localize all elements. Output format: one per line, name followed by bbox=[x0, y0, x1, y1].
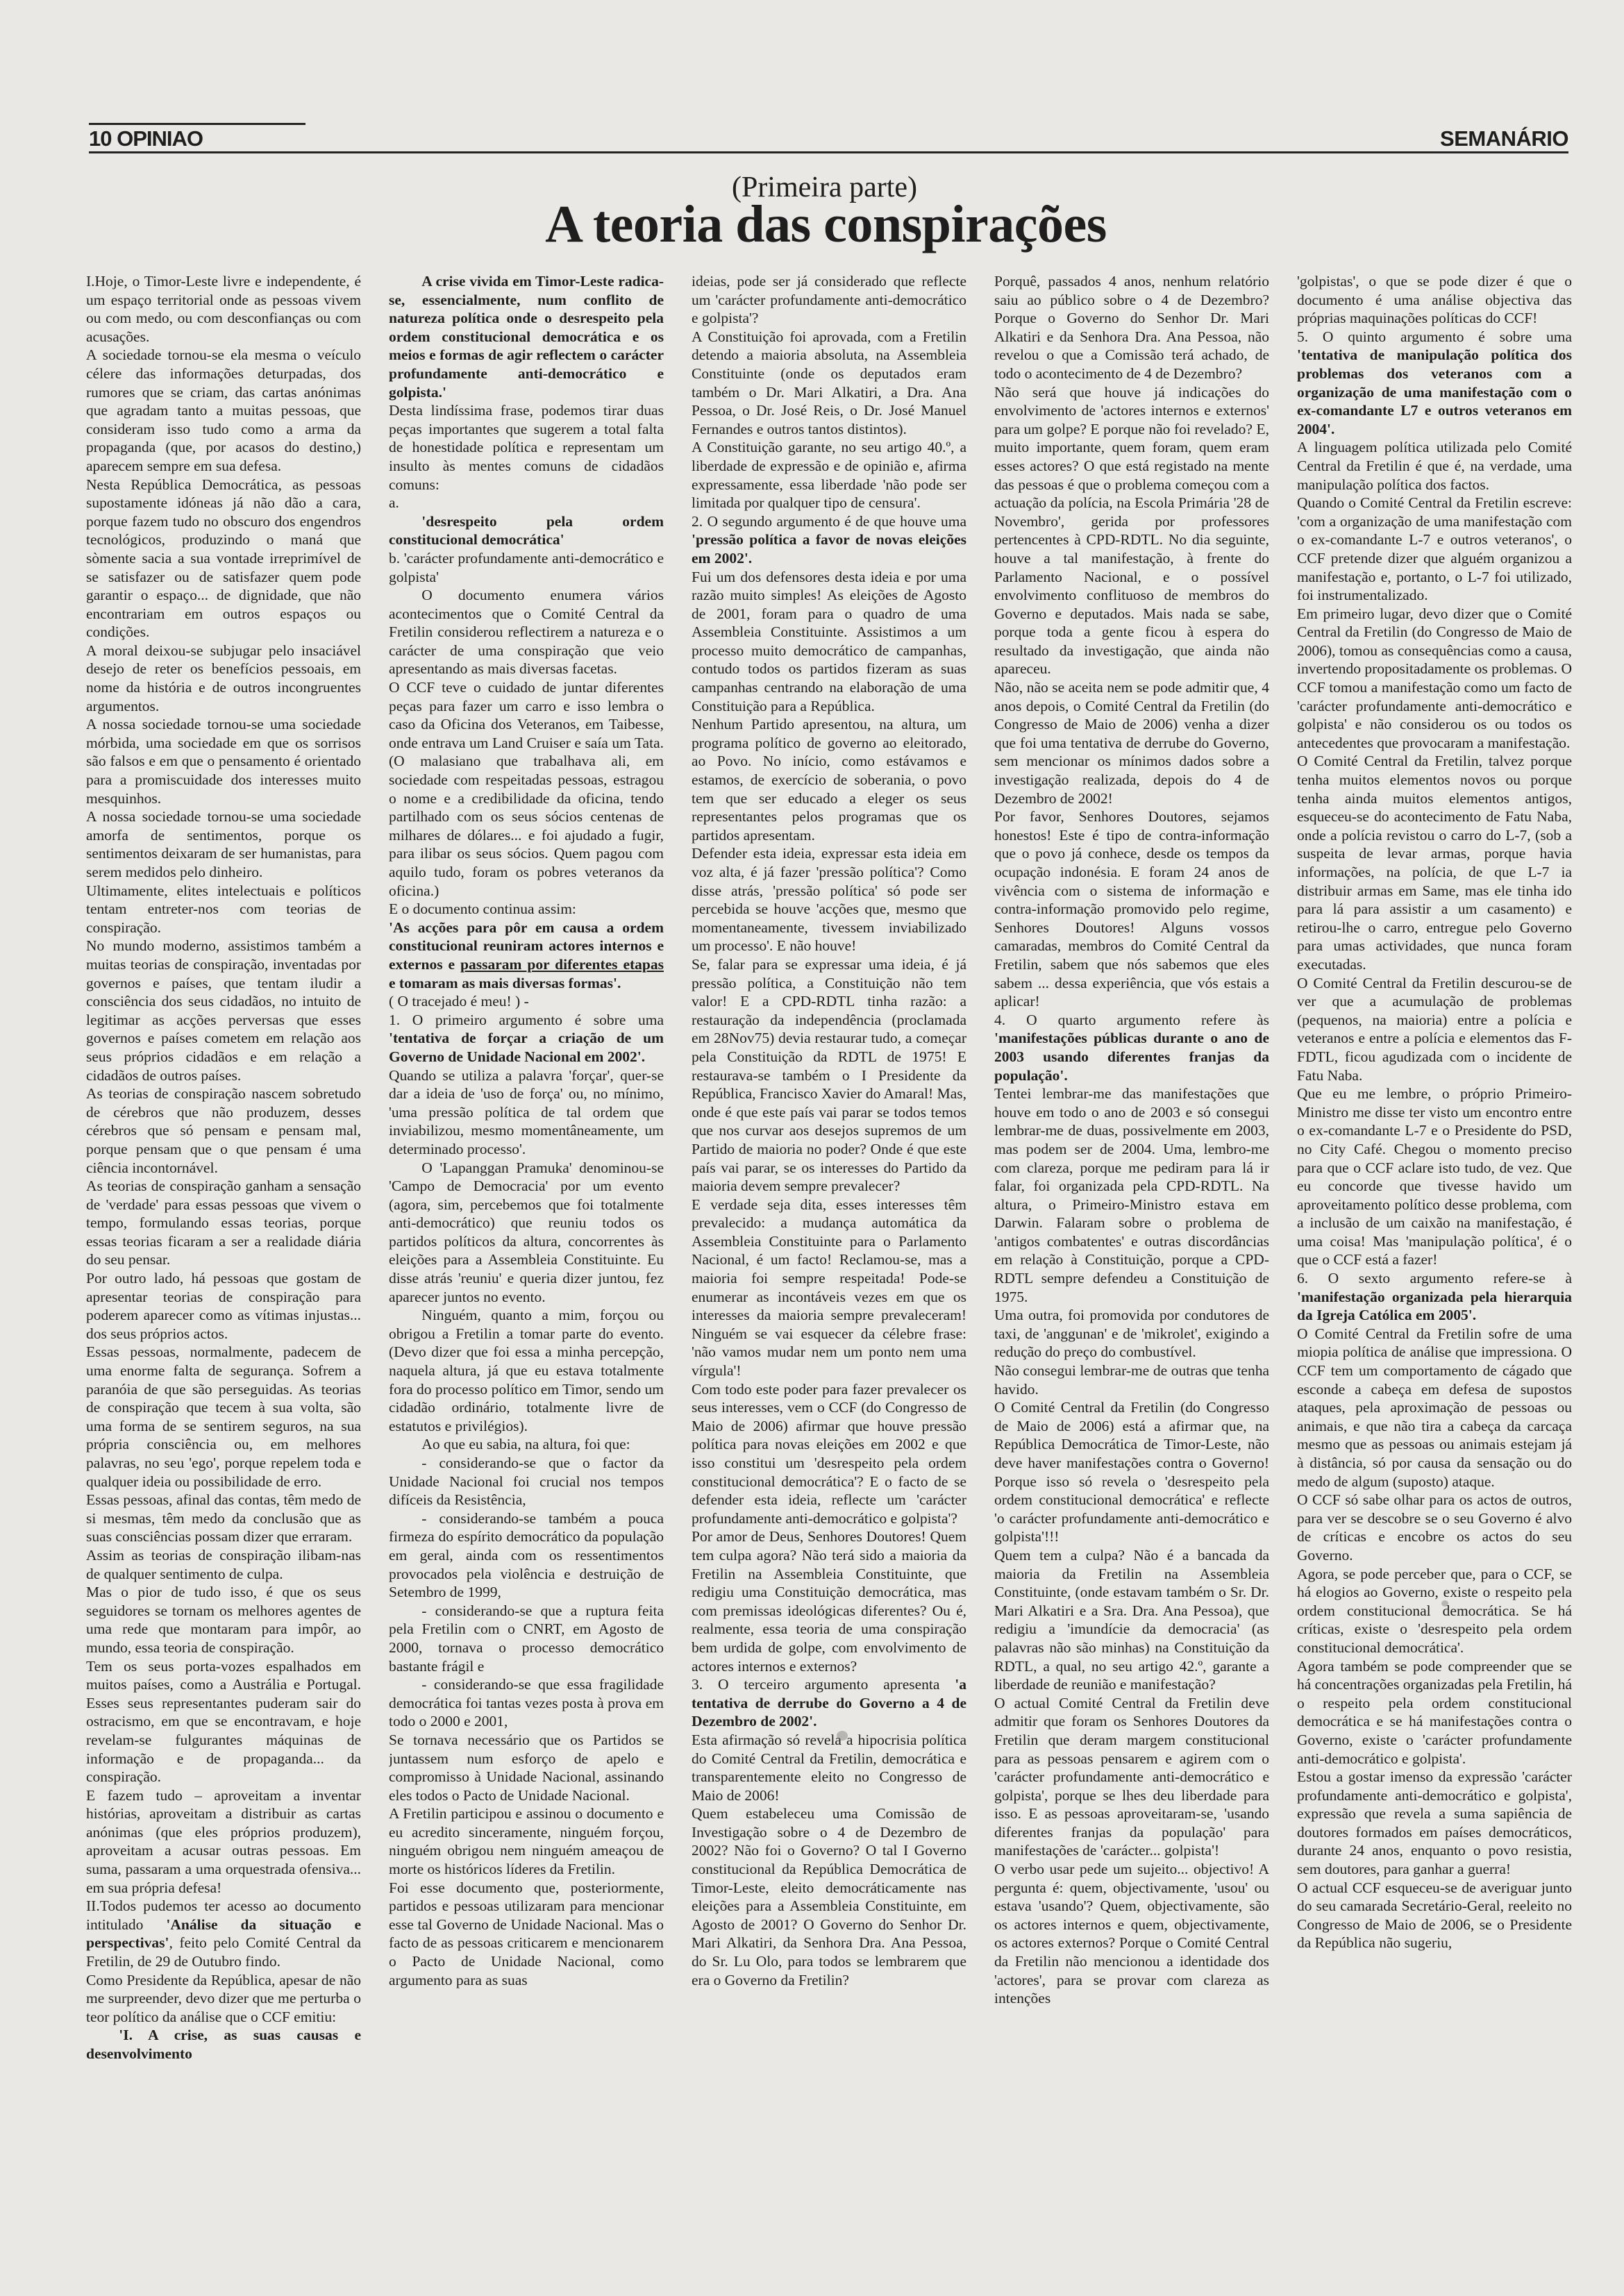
column-2 bbox=[389, 272, 664, 2279]
paragraph: O actual Comité Central da Fretilin deve admitir que foram os Senhores Doutores da Fretilin que deram margem constitucional para as pessoas pensarem e agirem com o 'carácter profundamente anti-democrático e golpista', porque se lhes deu liberdade para isso. E as pessoas aproveitaram-se, 'usando diferentes franjas da população' para manifestações de 'carácter... golpista'! bbox=[994, 1694, 1269, 1859]
bold-quote: 'I. A crise, as suas causas e desenvolvimento bbox=[86, 2027, 361, 2062]
text-run: 2. O segundo argumento é de que houve uma bbox=[692, 512, 966, 530]
article-kicker-text: (Primeira parte) bbox=[731, 171, 918, 203]
paragraph: A sociedade tornou-se ela mesma o veículo célere das informações deturpadas, dos rumores que se criam, das cartas anónimas que agradam tanto a muitas pessoas, que consideram isso tudo como a arma da propaganda (que, por acasos do destino,) aparecem sempre em sua defesa. bbox=[86, 346, 361, 474]
paragraph: Esta afirmação só revela a hipocrisia política do Comité Central da Fretilin, democrática e transparentemente eleito no Congresso de Maio de 2006! bbox=[692, 1731, 966, 1804]
paragraph bbox=[1297, 1269, 1572, 1325]
paragraph: As teorias de conspiração ganham a sensação de 'verdade' para essas pessoas que vivem o tempo, formulando essas teorias, porque essas teorias ficaram a ser a realidade diária do seu pensar. bbox=[86, 1178, 361, 1268]
paragraph: - considerando-se que a ruptura feita pela Fretilin com o CNRT, em Agosto de 2000, tornava o processo democrático bastante frágil e bbox=[389, 1602, 664, 1675]
paragraph: Não será que houve já indicações do envolvimento de 'actores internos e externos' para um golpe? E porque não foi revelado? E, muito importante, quem foram, quem eram esses actores? O que está registado na mente das pessoas é que o problema começou com a actuação da polícia, na Escola Primária '28 de Novembro', gerida por professores pertencentes à CPD-RDTL. No dia seguinte, houve a tal manifestação, à frente do Parlamento Nacional, e o possível envolvimento conflituoso de membros do Governo e deputados. Mais nada se sabe, porque toda a gente ficou à espera do resultado da investigação, que ainda não apareceu. bbox=[994, 383, 1269, 678]
text-run: 4. O quarto argumento refere às bbox=[994, 1011, 1269, 1028]
paragraph: Com todo este poder para fazer prevalecer os seus interesses, vem o CCF (do Congresso de Maio de 2006) afirmar que houve pressão política para novas eleições em 2002 e que isso constitui um 'desrespeito pela ordem constitucional democrática'? E o facto de se defender esta ideia, reflecte um 'carácter profundamente anti-democrático e golpista'? bbox=[692, 1380, 966, 1527]
paragraph: Nenhum Partido apresentou, na altura, um programa político de governo ao eleitorado, ao Povo. No início, como estávamos e estamos, de exercício de soberania, o povo tem que ser educado a eleger os seus representantes pelos programas que os partidos apresentam. bbox=[692, 716, 966, 844]
paragraph: E verdade seja dita, esses interesses têm prevalecido: a mudança automática da Assembleia Constituinte para o Parlamento Nacional, é um facto! Reclamou-se, mas a maioria foi sempre respeitada! Pode-se enumerar as incontáveis vezes em que os interesses da maioria sempre prevaleceram! Ninguém se vai esquecer da célebre frase: 'não vamos mudar nem um ponto nem uma vírgula'! bbox=[692, 1196, 966, 1380]
paragraph: O CCF só sabe olhar para os actos de outros, para ver se descobre se o seu Governo é alvo de críticas e encobre os actos do seu Governo. bbox=[1297, 1491, 1572, 1564]
section-label: 10 OPINIAO bbox=[89, 126, 203, 151]
paragraph: Quando se utiliza a palavra 'forçar', quer-se dar a ideia de 'uso de força' ou, no mínimo, 'uma pressão política de tal ordem que inviabilizou, mesmo momentâneamente, um determinado processo'. bbox=[389, 1066, 664, 1157]
paragraph: Nesta República Democrática, as pessoas supostamente idóneas já não dão a cara, porque fazem tudo no obscuro dos engendros tecnológicos, produzindo o maná que sòmente sacia a sua vontade irreprimível de se satisfazer ou de satisfazer quem pode garantir o espaço... de dignidade, que não encontrariam em outros espaços ou condições. bbox=[86, 476, 361, 641]
paragraph: ideias, pode ser já considerado que reflecte um 'carácter profundamente anti-democrático e golpista'? bbox=[692, 273, 966, 327]
paragraph: Por outro lado, há pessoas que gostam de apresentar teorias de conspiração para poderem aparecer como as vítimas injustas... dos seus próprios actos. bbox=[86, 1270, 361, 1342]
paragraph: Quem estabeleceu uma Comissão de Investigação sobre o 4 de Dezembro de 2002? Não foi o Governo? O tal I Governo constitucional da República Democrática de Timor-Leste, eleito democráticamente nas eleições para a Assembleia Constituinte, em Agosto de 2001? O Governo do Senhor Dr. Mari Alkatiri, da Senhora Dra. Ana Pessoa, do Sr. Lu Olo, para todos se lembrarem que era o Governo da Fretilin? bbox=[692, 1805, 966, 1988]
text-run: 3. O terceiro argumento apresenta bbox=[692, 1676, 955, 1693]
paragraph-bold bbox=[389, 919, 664, 992]
paragraph: A linguagem política utilizada pelo Comité Central da Fretilin é que é, na verdade, uma manipulação política dos factos. bbox=[1297, 439, 1572, 493]
article-title bbox=[0, 194, 1624, 255]
bold-quote: 'tentativa de manipulação política dos problemas dos veteranos com a organização de uma manifestação com o ex-comandante L7 e outros veteranos em 2004'. bbox=[1297, 346, 1572, 437]
text-run: , feito pelo Comité Central da Fretilin, de 29 de Outubro findo. bbox=[86, 1934, 361, 1970]
paragraph: Por amor de Deus, Senhores Doutores! Quem tem culpa agora? Não terá sido a maioria da Fretilin na Assembleia Constituinte, que redigiu uma Constituição democrática, mas com premissas ideológicas diferentes? Ou é, realmente, essa teoria de uma conspiração bem urdida de golpe, com envolvimento de actores internos e externos? bbox=[692, 1528, 966, 1675]
paragraph: Foi esse documento que, posteriormente, partidos e pessoas utilizaram para mencionar esse tal Governo de Unidade Nacional. Mas o facto de as pessoas criticarem e mencionarem o Pacto de Unidade Nacional, como argumento para as suas bbox=[389, 1879, 664, 1988]
bold-quote: 'pressão política a favor de novas eleições em 2002'. bbox=[692, 531, 966, 567]
bold-quote: e tomaram as mais diversas formas'. bbox=[389, 974, 621, 991]
paragraph: O documento enumera vários acontecimentos que o Comité Central da Fretilin considerou reflectirem a natureza e o carácter de uma conspiração que veio apresentando as mais diversas facetas. bbox=[389, 587, 664, 678]
paragraph: A Constituição garante, no seu artigo 40.º, a liberdade de expressão e de opinião e, afirma expressamente, essa liberdade 'não pode ser limitada por qualquer tipo de censura'. bbox=[692, 439, 966, 512]
paragraph: O Comité Central da Fretilin sofre de uma miopia política de análise que impressiona. O CCF tem um comportamento de cágado que esconde a cabeça em defesa de supostos ataques, pela aproximação de pessoas ou animais, e que não tira a cabeça da carcaça mesmo que as pessoas ou animais estejam já à distância, só por causa da sensação ou do medo de algum (suposto) ataque. bbox=[1297, 1325, 1572, 1490]
column-5 bbox=[1297, 272, 1572, 2279]
paragraph: E o documento continua assim: bbox=[389, 900, 576, 918]
paragraph: A nossa sociedade tornou-se uma sociedade amorfa de sentimentos, porque os sentimentos deixaram de ser humanistas, para serem medidos pelo dinheiro. bbox=[86, 808, 361, 880]
paragraph bbox=[692, 512, 966, 568]
paragraph: Quem tem a culpa? Não é a bancada da maioria da Fretilin na Assembleia Constituinte, (onde estavam também o Sr. Dr. Mari Alkatiri e a Sra. Dra. Ana Pessoa), que redigiu a 'imundície da democracia' (as palavras não são minhas) na Constituição da RDTL, a qual, no seu artigo 42.º, garante a liberdade de reunião e manifestação? bbox=[994, 1546, 1269, 1693]
paragraph bbox=[86, 1897, 361, 1970]
paragraph: Porquê, passados 4 anos, nenhum relatório saiu ao público sobre o 4 de Dezembro? Porque o Governo do Senhor Dr. Mari Alkatiri e da Senhora Dra. Ana Pessoa, não revelou o que a Comissão terá achado, de todo o acontecimento de 4 de Dezembro? bbox=[994, 273, 1269, 382]
paragraph: O Comité Central da Fretilin descurou-se de ver que a acumulação de problemas (pequenos, na maioria) entre a polícia e veteranos e entre a polícia e elementos das F-FDTL, ficou agudizada com o incidente de Fatu Naba. bbox=[1297, 974, 1572, 1084]
masthead: SEMANÁRIO bbox=[1440, 126, 1568, 151]
paragraph: Agora, se pode perceber que, para o CCF, se há elogios ao Governo, existe o respeito pela ordem constitucional democrática. Se há críticas, existe o 'desrespeito pela ordem constitucional democrática'. bbox=[1297, 1565, 1572, 1656]
paragraph: Desta lindíssima frase, podemos tirar duas peças importantes que sugerem a total falta de honestidade política e representam um insulto às mentes comuns de cidadãos comuns: bbox=[389, 402, 664, 493]
paragraph: Defender esta ideia, expressar esta ideia em voz alta, é já fazer 'pressão política'? Como disse atrás, 'pressão política' só pode ser percebida se houve 'acções que, mesmo que momentaneamente, tivessem inviabilizado um processo'. E não houve! bbox=[692, 845, 966, 955]
column-3 bbox=[692, 272, 966, 2279]
text-run: 6. O sexto argumento refere-se à bbox=[1297, 1270, 1572, 1287]
print-speck bbox=[1441, 1600, 1448, 1607]
bold-quote: 'As acções para pôr em causa a ordem constitucional reuniram actores internos e externos e bbox=[389, 919, 664, 973]
paragraph-bold bbox=[389, 272, 664, 401]
paragraph: 'golpistas', o que se pode dizer é que o documento é uma análise objectiva das próprias maquinações políticas do CCF! bbox=[1297, 273, 1572, 327]
header-rule-left bbox=[89, 123, 305, 125]
paragraph: Assim as teorias de conspiração ilibam-nas de qualquer sentimento de culpa. bbox=[86, 1546, 361, 1582]
paragraph: Tem os seus porta-vozes espalhados em muitos países, como a Austrália e Portugal. Esses seus representantes puderam sair do ostracismo, em que se encontravam, e hoje revelam-se fulgurantes máquinas de informação e de propaganda... da conspiração. bbox=[86, 1657, 361, 1786]
paragraph: Tentei lembrar-me das manifestações que houve em todo o ano de 2003 e só consegui lembrar-me de duas, possivelmente em 2003, mas podem ser de 2004. Uma, lembro-me com clareza, porque me pediram para lá ir falar, foi organizada pela CPD-RDTL. Na altura, o Primeiro-Ministro estava em Darwin. Falaram sobre o problema de 'antigos combatentes' e outras discordâncias em relação à Constituição, porque a CPD-RDTL sempre defendeu a Constituição de 1975. bbox=[994, 1085, 1269, 1305]
paragraph: A Fretilin participou e assinou o documento e eu acredito sinceramente, ninguém forçou, ninguém obrigou nem ninguém ameaçou de morte os históricos líderes da Fretilin. bbox=[389, 1805, 664, 1878]
paragraph: Por favor, Senhores Doutores, sejamos honestos! Este é tipo de contra-informação que o povo já conhece, desde os tempos da ocupação indonésia. E foram 24 anos de vivência com o sistema de informação e contra-informação promovido pelo regime, Senhores Doutores! Alguns vossos camaradas, membros do Comité Central da Fretilin, sabem que nós sabemos que eles sabem ... dessa experiência, que vós estais a aplicar! bbox=[994, 808, 1269, 1010]
paragraph bbox=[692, 1675, 966, 1731]
paragraph: Ultimamente, elites intelectuais e políticos tentam entreter-nos com teorias de conspiração. bbox=[86, 882, 361, 936]
text-run: II.Todos pudemos ter acesso ao documento intitulado bbox=[86, 1897, 361, 1933]
paragraph: - considerando-se também a pouca firmeza do espírito democrático da população em geral, ainda com os ressentimentos provocados pela violência e destruição de Setembro de 1999, bbox=[389, 1509, 664, 1601]
paragraph: O actual CCF esqueceu-se de averiguar junto do seu camarada Secretário-Geral, reeleito no Congresso de Maio de 2006, se o Presidente da República não sugeriu, bbox=[1297, 1879, 1572, 1952]
paragraph: - considerando-se que essa fragilidade democrática foi tantas vezes posta à prova em todo o 2000 e 2001, bbox=[389, 1676, 664, 1730]
paragraph: A nossa sociedade tornou-se uma sociedade mórbida, uma sociedade em que os sorrisos são falsos e em que o pensamento é orientado para a promiscuidade dos interesses muito mesquinhos. bbox=[86, 716, 361, 807]
header-rule bbox=[89, 151, 1568, 153]
paragraph: ( O tracejado é meu! ) - bbox=[389, 993, 529, 1010]
article-title-text: A teoria das conspirações bbox=[545, 195, 1107, 253]
bold-quote: 'desrespeito pela ordem constitucional democrática' bbox=[389, 512, 664, 548]
paragraph: No mundo moderno, assistimos também a muitas teorias de conspiração, inventadas por governos e países, que tentam iludir a consciência dos seus cidadãos, no intuito de legitimar as acções perversas que esses governos e países cometem em relação aos seus próprios cidadãos e em relação a cidadãos de outros países. bbox=[86, 937, 361, 1084]
paragraph: O Comité Central da Fretilin (do Congresso de Maio de 2006) está a afirmar que, na República Democrática de Timor-Leste, não deve haver manifestações contra o Governo! Porque isso só revela o 'desrespeito pela ordem constitucional democrática' e reflecte 'o carácter profundamente anti-democrático e golpista'!!! bbox=[994, 1399, 1269, 1545]
paragraph: b. 'carácter profundamente anti-democrático e golpista' bbox=[389, 549, 664, 585]
paragraph: Não, não se aceita nem se pode admitir que, 4 anos depois, o Comité Central da Fretilin (do Congresso de Maio de 2006) venha a dizer que foi uma tentativa de derrube do Governo, sem mencionar os mínimos dados sobre a investigação realizada, depois do 4 de Dezembro de 2002! bbox=[994, 679, 1269, 807]
text-run: 1. O primeiro argumento é sobre uma bbox=[389, 1011, 664, 1028]
paragraph: Estou a gostar imenso da expressão 'carácter profundamente anti-democrático e golpista', expressão que revela a suma sapiência de doutores formados em países democráticos, durante 24 anos, enquanto o povo resistia, sem doutores, para ganhar a guerra! bbox=[1297, 1768, 1572, 1878]
paragraph: O CCF teve o cuidado de juntar diferentes peças para fazer um carro e isso lembra o caso da Oficina dos Veteranos, em Taibesse, onde entrava um Land Cruiser e saía um Tata. (O malasiano que trabalhava ali, em sociedade com respeitadas pessoas, estragou o nome e a credibilidade da oficina, tendo partilhado com os seus sócios centenas de milhares de dólares... e foi ajudado a fugir, para ilibar os seus sócios. Quem pagou com aquilo tudo, foram os pobres veteranos da oficina.) bbox=[389, 679, 664, 899]
paragraph bbox=[389, 494, 664, 549]
paragraph: Fui um dos defensores desta ideia e por uma razão muito simples! As eleições de Agosto de 2001, foram para o quadro de uma Assembleia Constituinte. Assistimos a um processo muito democrático de campanhas, contudo todos os partidos fizeram as suas campanhas centrando na elaboração de uma Constituição para a República. bbox=[692, 568, 966, 714]
print-speck bbox=[837, 1731, 848, 1741]
text-run: 5. O quinto argumento é sobre uma bbox=[1297, 328, 1572, 345]
paragraph: Como Presidente da República, apesar de não me surpreender, devo dizer que me perturba o teor político da análise que o CCF emitiu: bbox=[86, 1971, 361, 2025]
paragraph: Mas o pior de tudo isso, é que os seus seguidores se tornam os melhores agentes de uma rede que montaram para impôr, ao mundo, essa teoria de conspiração. bbox=[86, 1584, 361, 1656]
paragraph: Uma outra, foi promovida por condutores de taxi, de 'anggunan' e de 'mikrolet', exigindo a redução do preço do combustível. bbox=[994, 1307, 1269, 1361]
paragraph: Essas pessoas, normalmente, padecem de uma enorme falta de segurança. Sofrem a paranóia de que são perseguidas. As teorias de conspiração que tecem à sua volta, são uma forma de se sentirem seguros, na sua própria consciência ou, em melhores palavras, no seu 'ego', porque repelem toda e qualquer ideia ou possibilidade de erro. bbox=[86, 1343, 361, 1490]
paragraph: A Constituição foi aprovada, com a Fretilin detendo a maioria absoluta, na Assembleia Constituinte (onde os deputados eram também o Dr. Mari Alkatiri, a Dra. Ana Pessoa, o Dr. José Reis, o Dr. José Manuel Fernandes e outros tantos distintos). bbox=[692, 328, 966, 437]
bold-quote: 'manifestações públicas durante o ano de 2003 usando diferentes franjas da população'. bbox=[994, 1030, 1269, 1084]
paragraph: Que eu me lembre, o próprio Primeiro-Ministro me disse ter visto um encontro entre o ex-comandante L-7 e o Presidente do PSD, no City Café. Chegou o momento preciso para que o CCF aclare isto tudo, de vez. Que eu concorde que tivesse havido um aproveitamento político desse problema, com a inclusão de um caixão na manifestação, é uma coisa! Mas 'manipulação política', é o que o CCF está a fazer! bbox=[1297, 1085, 1572, 1268]
bold-quote: 'a tentativa de derrube do Governo a 4 de Dezembro de 2002'. bbox=[692, 1676, 966, 1730]
paragraph: - considerando-se que o factor da Unidade Nacional foi crucial nos tempos difíceis da Resistência, bbox=[389, 1455, 664, 1509]
underlined-quote: passaram por diferentes etapas bbox=[460, 955, 664, 973]
column-4 bbox=[994, 272, 1269, 2279]
article-columns bbox=[86, 272, 1572, 2279]
paragraph: Ninguém, quanto a mim, forçou ou obrigou a Fretilin a tomar parte do evento. (Devo dizer que foi essa a minha percepção, naquela altura, já que eu estava totalmente fora do processo político em Timor, sendo um cidadão ordinário, totalmente livre de estatutos e privilégios). bbox=[389, 1307, 664, 1434]
paragraph: A moral deixou-se subjugar pelo insaciável desejo de reter os benefícios pessoais, em nome da história e de outros incongruentes argumentos. bbox=[86, 642, 361, 714]
bold-quote: 'tentativa de forçar a criação de um Governo de Unidade Nacional em 2002'. bbox=[389, 1030, 664, 1065]
paragraph: Ao que eu sabia, na altura, foi que: bbox=[421, 1436, 630, 1453]
paragraph-bold bbox=[86, 2026, 361, 2063]
paragraph: Em primeiro lugar, devo dizer que o Comité Central da Fretilin (do Congresso de Maio de 2006), tomou as consequências como a causa, invertendo propositadamente os problemas. O CCF tomou a manifestação como um facto de 'carácter profundamente anti-democrático e golpista' e não considerou os ou todos os antecedentes que provocaram a manifestação. bbox=[1297, 605, 1572, 751]
bold-quote: A crise vivida em Timor-Leste radica-se, essencialmente, num conflito de natureza política onde o desrespeito pela ordem constitucional democrática e os meios e formas de agir reflectem o carácter profundamente anti-democrático e golpista.' bbox=[389, 273, 664, 401]
paragraph: O Comité Central da Fretilin, talvez porque tenha muitos elementos novos ou porque tenha ainda muitos elementos antigos, esqueceu-se do acontecimento de Fatu Naba, onde a polícia revistou o carro do L-7, (sob a suspeita de levar armas, porque havia informações, na polícia, de que L-7 ia distribuir armas em Same, mas ele tinha ido para lá para assistir a um casamento) e retirou-lhe o carro, entregue pelo Governo para umas actividades, que nunca foram executadas. bbox=[1297, 753, 1572, 973]
paragraph: Essas pessoas, afinal das contas, têm medo de si mesmas, têm medo da conclusão que as suas consciências possam dizer que erraram. bbox=[86, 1491, 361, 1545]
paragraph: O verbo usar pede um sujeito... objectivo! A pergunta é: quem, objectivamente, 'usou' ou estava 'usando'? Quem, objectivamente, são os actores internos e quem, objectivamente, os actores externos? Porque o Comité Central da Fretilin não mencionou a identidade dos 'actores', para se provar com clareza as intenções bbox=[994, 1861, 1269, 2007]
paragraph: As teorias de conspiração nascem sobretudo de cérebros que não produzem, desses cérebros que só pensam e pensam mal, porque pensam que o que pensam é uma ciência incontornável. bbox=[86, 1085, 361, 1176]
list-marker: a. bbox=[389, 494, 399, 512]
paragraph bbox=[994, 1011, 1269, 1084]
paragraph: Quando o Comité Central da Fretilin escreve: 'com a organização de uma manifestação com o ex-comandante L-7 e outros veteranos', o CCF pretende dizer que alguém organizou a manifestação e, portanto, o L-7 foi utilizado, foi instrumentalizado. bbox=[1297, 494, 1572, 604]
paragraph: Se tornava necessário que os Partidos se juntassem num esforço de apelo e compromisso à Unidade Nacional, assinando eles todos o Pacto de Unidade Nacional. bbox=[389, 1731, 664, 1804]
paragraph: O 'Lapanggan Pramuka' denominou-se 'Campo de Democracia' por um evento (agora, sim, percebemos que foi totalmente anti-democrático) que reuniu todos os partidos políticos da altura, concorrentes às eleições para a Assembleia Constituinte. Eu disse atrás 'reuniu' e queria dizer juntou, fez aparecer juntos no evento. bbox=[389, 1159, 664, 1305]
paragraph: Se, falar para se expressar uma ideia, é já pressão política, a Constituição não tem valor! E a CPD-RDTL tinha razão: a restauração da independência (proclamada em 28Nov75) devia restaurar tudo, a começar pela Constituição da RDTL de 1975! E restaurava-se também o I Presidente da República, Francisco Xavier do Amaral! Mas, onde é que este país vai parar se todos temos que nos curvar aos desejos supremos de um Partido de maioria no poder? Onde é que este país vai parar, se os interesses do Partido da maioria devem sempre prevalecer? bbox=[692, 955, 966, 1195]
bold-quote: 'manifestação organizada pela hierarquia da Igreja Católica em 2005'. bbox=[1297, 1288, 1572, 1324]
paragraph: E fazem tudo – aproveitam a inventar histórias, aproveitam a distribuir as cartas anónimas (que eles próprios produzem), aproveitam a acusar outras pessoas. Em suma, passaram a uma orquestrada ofensiva... em sua própria defesa! bbox=[86, 1786, 361, 1896]
column-1 bbox=[86, 272, 361, 2279]
paragraph bbox=[389, 1011, 664, 1066]
paragraph: I.Hoje, o Timor-Leste livre e independente, é um espaço territorial onde as pessoas vivem ou com medo, ou com desconfianças ou com acusações. bbox=[86, 273, 361, 345]
bold-quote: 'Análise da situação e perspectivas' bbox=[86, 1916, 361, 1952]
paragraph bbox=[1297, 328, 1572, 439]
paragraph: Não consegui lembrar-me de outras que tenha havido. bbox=[994, 1362, 1269, 1398]
paragraph: Agora também se pode compreender que se há concentrações organizadas pela Fretilin, há o respeito pela ordem constitucional democrática e se há manifestações contra o Governo, existe o 'carácter profundamente anti-democrático e golpista'. bbox=[1297, 1657, 1572, 1767]
